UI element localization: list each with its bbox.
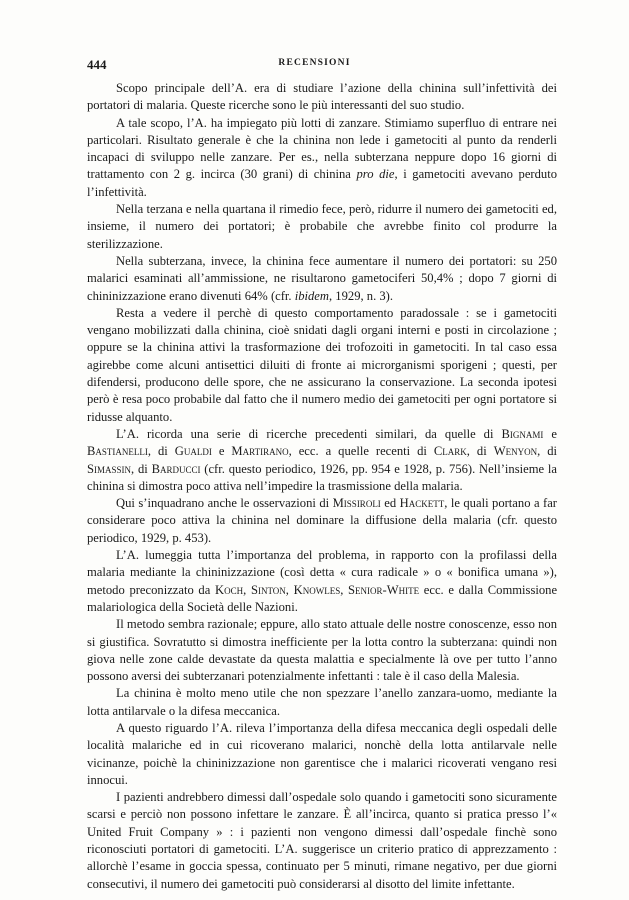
italic-term: ibidem: [294, 288, 329, 303]
author-name: Martirano: [231, 444, 289, 459]
italic-term: pro die: [356, 167, 395, 182]
text-run: , di: [147, 444, 175, 459]
text-run: Qui s’inquadrano anche le osservazioni di: [116, 496, 333, 511]
text-run: , ecc. a quelle recenti di: [288, 444, 434, 459]
paragraph: [87, 426, 557, 495]
text-run: ,: [285, 582, 294, 597]
author-name: Bastianelli: [87, 444, 148, 459]
paragraph: [87, 80, 557, 115]
text-run: A questo riguardo l’A. rileva l’importanza della difesa meccanica degli ospedali delle località malariche ed in cui ricoverano malarici, nonchè della lotta antilarvale nelle vicinanze, poichè la chininizzazione non garentisce che i malarici ricoverati vengano resi innocui.: [87, 720, 557, 787]
author-name: Koch: [215, 582, 244, 597]
text-run: e: [211, 444, 232, 459]
paragraph: [87, 115, 557, 201]
author-name: Sinton: [250, 582, 286, 597]
text-run: , di: [131, 461, 152, 476]
text-run: ,: [340, 582, 349, 597]
text-run: La chinina è molto meno utile che non spezzare l’anello zanzara-uomo, mediante la lotta antilarvale o la difesa meccanica.: [87, 686, 557, 718]
paragraph: [87, 685, 557, 720]
body-text: [87, 80, 557, 893]
text-run: Nella terzana e nella quartana il rimedio fece, però, ridurre il numero dei gametociti ed, insieme, il numero dei portatori; è probabile che avrebbe finito col produrre la sterilizzazione.: [87, 202, 557, 251]
author-name: Hackett: [399, 496, 445, 511]
author-name: Bignami: [501, 426, 544, 441]
text-run: I pazienti andrebbero dimessi dall’ospedale solo quando i gametociti sono sicuramente scarsi e perciò non possono infettare le zanzare. È all’incirca, quanto si pratica presso l’« United Fruit Company » : i pazienti non vengono dimessi dall’ospedale finchè sono riconosciuti portatori di gametociti. L’A. suggerisce un criterio pratico di apprezzamento : allorchè l’esame in goccia spessa, continuato per 5 minuti, rimane negativo, per due giorni consecutivi, il numero dei gametociti può considerarsi al disotto del limite infettante.: [87, 790, 557, 891]
text-run: , le quali portano a far considerare poco attiva la chinina nel dominare la diffusione della malaria (cfr. questo periodico, 1929, p. 453).: [87, 496, 557, 545]
text-run: , i gametociti avevano perduto l’infettività.: [87, 167, 558, 199]
page-number: 444: [87, 57, 107, 72]
author-name: Wenyon: [493, 444, 538, 459]
paragraph: [87, 616, 557, 685]
text-run: L’A. ricorda una serie di ricerche precedenti similari, da quelle di: [116, 426, 502, 441]
text-run: (cfr. questo periodico, 1926, pp. 954 e 1928, p. 756). Nell’insieme la chinina si dimostra poco attiva nell’impedire la trasmissione della malaria.: [87, 461, 557, 493]
paragraph: [87, 305, 557, 426]
text-run: e: [543, 426, 557, 441]
text-run: ed: [380, 496, 400, 511]
text-run: L’A. lumeggia tutta l’importanza del problema, in rapporto con la profilassi della malaria mediante la chininizzazione (così detta « cura radicale » o « bonifica umana »), metodo preconizzato da: [87, 548, 557, 597]
text-run: , di: [466, 444, 494, 459]
paragraph: [87, 253, 557, 305]
text-run: Resta a vedere il perchè di questo comportamento paradossale : se i gametociti vengano mobilizzati dalla chinina, cioè snidati dagli organi interni e posti in circolazione ; oppure se la chinina attivi la trasformazione dei trofozoiti in gametociti. In tal caso essa agirebbe come alcuni antisettici diluiti di fronte ai microrganismi sporigeni ; questi, per difendersi, producono delle spore, che ne assicurano la conservazione. La seconda ipotesi però è resa poco probabile dal fatto che il numero medio dei gametociti per ogni portatore si ridusse alquanto.: [87, 305, 557, 424]
text-run: , di: [537, 444, 557, 459]
text-run: ,: [243, 582, 251, 597]
paragraph: [87, 720, 557, 789]
author-name: Senior-White: [348, 582, 420, 597]
author-name: Clark: [433, 444, 467, 459]
running-head: RECENSIONI: [278, 58, 351, 68]
author-name: Knowles: [293, 582, 341, 597]
paragraph: [87, 495, 557, 547]
paragraph: [87, 201, 557, 253]
paragraph: [87, 547, 557, 616]
text-run: , 1929, n. 3).: [329, 288, 394, 303]
paragraph: [87, 789, 557, 893]
text-run: Nella subterzana, invece, la chinina fece aumentare il numero dei portatori: su 250 malarici esaminati all’ammissione, ne risultarono gametociferi 50,4% ; dopo 7 giorni di chininizzazione erano divenuti 64% (cfr.: [87, 253, 557, 303]
author-name: Missiroli: [332, 496, 381, 511]
text-run: ecc. e dalla Commissione malariologica della Società delle Nazioni.: [87, 582, 558, 614]
author-name: Barducci: [151, 461, 201, 476]
author-name: Simassin: [87, 461, 132, 476]
author-name: Gualdi: [174, 444, 212, 459]
text-run: Scopo principale dell’A. era di studiare l’azione della chinina sull’infettività dei portatori di malaria. Queste ricerche sono le più interessanti del suo studio.: [87, 81, 557, 113]
text-run: A tale scopo, l’A. ha impiegato più lotti di zanzare. Stimiamo superfluo di entrare nei particolari. Risultato generale è che la chinina non lede i gametociti al punto da renderli incapaci di sviluppo nelle zanzare. Per es., nella subterzana neppure dopo 16 giorni di trattamento con 2 g. incirca (30 grani) di chinina: [87, 115, 557, 182]
text-run: Il metodo sembra razionale; eppure, allo stato attuale delle nostre conoscenze, esso non si giustifica. Sovratutto si dimostra inefficiente per la lotta contro la subterzana: quindi non giova nelle zone calde devastate da questa malattia e specialmente là ove per tutto l’anno possono aversi dei subterzanari potenzialmente infettanti : tale è il caso della Malesia.: [87, 617, 557, 684]
